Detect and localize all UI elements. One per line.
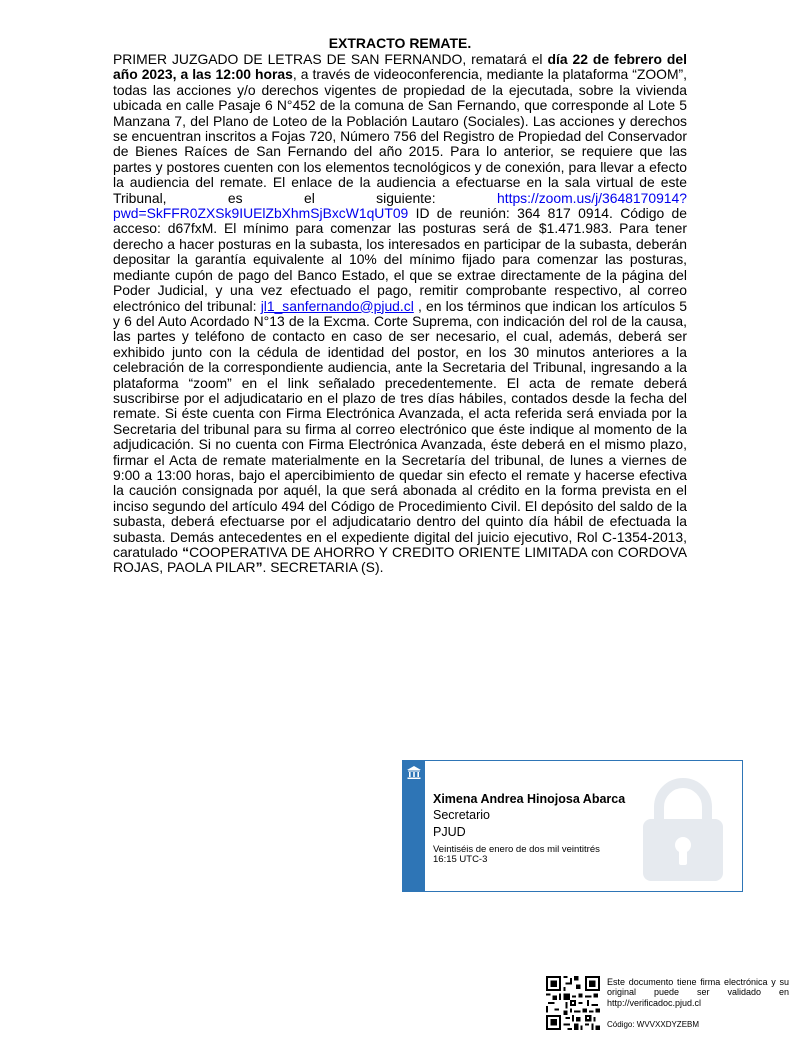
courthouse-icon — [406, 765, 422, 781]
electronic-signature-box — [402, 760, 743, 892]
auction-date: día 22 de febrero del año 2023, a las 12:00 horas — [113, 51, 687, 83]
auction-extract-body — [113, 52, 687, 576]
auction-paragraph — [113, 52, 687, 576]
signer-organization: PJUD — [433, 825, 466, 839]
document-title: EXTRACTO REMATE. — [328, 35, 472, 51]
verification-code: Código: WVVXXDYZEBM — [607, 1020, 700, 1029]
signer-role: Secretario — [433, 808, 490, 822]
zoom-link[interactable]: https://zoom.us/j/3648170914?pwd=SkFFR0ZXSk9IUElZbXhmSjBxcW1qUT09 — [113, 189, 687, 222]
case-caption: COOPERATIVA DE AHORRO Y CREDITO ORIENTE LIMITADA con CORDOVA ROJAS, PAOLA PILAR — [113, 544, 687, 576]
text-segment: , a través de videoconferencia, mediante la plataforma “ZOOM”, todas las acciones y/o derechos vigentes de propiedad de la ejecutada, sobre la vivienda ubicada en calle Pasaje 6 N°452 de la comuna de San Fernando, que corresponde al Lote 5 Manzana 7, del Plano de Loteo de la Población Lautaro (Sociales). Las acciones y derechos se encuentran inscritos a Fojas 720, Número 756 del Registro de Propiedad del Conservador de Bienes Raíces de San Fernando del año 2015. Para lo anterior, se requiere que las partes y postores cuenten con los elementos tecnológicos y de conexión, para llevar a efecto la audiencia del remate. El enlace de la audiencia a efectuarse en la sala virtual de este Tribunal, es el siguiente: — [113, 66, 688, 206]
verification-note: Este documento tiene firma electrónica y su original puede ser validado en http://verificadoc.pjud.cl — [607, 977, 789, 1008]
signature-date: Veintiséis de enero de dos mil veintitrés — [433, 844, 600, 855]
text-segment: PRIMER JUZGADO DE LETRAS DE SAN FERNANDO, rematará el — [113, 51, 548, 67]
text-segment: , en los términos que indican los artículos 5 y 6 del Auto Acordado N°13 de la Excma. Corte Suprema, con indicación del rol de la causa, las partes y teléfono de contacto en caso de ser necesario, el cual, además, deberá ser exhibido junto con la cédula de identidad del postor, en los 30 minutos anteriores a la celebración de la correspondiente audiencia, ante la Secretaria del Tribunal, ingresando a la plataforma “zoom” en el link señalado precedentemente. El acta de remate deberá suscribirse por el adjudicatario en el plazo de tres días hábiles, contados desde la fecha del remate. Si éste cuenta con Firma Electrónica Avanzada, el acta referida será enviada por la Secretaria del tribunal para su firma al correo electrónico que éste indique al momento de la adjudicación. Si no cuenta con Firma Electrónica Avanzada, éste deberá en el mismo plazo, firmar el Acta de remate materialmente en la Secretaría del tribunal, de lunes a viernes de 9:00 a 13:00 horas, bajo el apercibimiento de quedar sin efecto el remate y hacerse efectiva la caución consignada por aquél, la que será abonada al crédito en la forma prevista en el inciso segundo del artículo 494 del Código de Procedimiento Civil. El depósito del saldo de la subasta, deberá efectuarse por el adjudicatario dentro del quinto día hábil de efectuada la subasta. Demás antecedentes en el expediente digital del juicio ejecutivo, Rol C-1354-2013, caratulado — [113, 297, 687, 560]
signature-side-bar — [403, 761, 425, 891]
open-quote: “ — [182, 544, 190, 560]
qr-code — [546, 976, 600, 1030]
signature-details — [433, 791, 733, 865]
court-email-link[interactable]: jl1_sanfernando@pjud.cl — [260, 297, 414, 314]
close-quote: ” — [255, 559, 263, 576]
signature-time: 16:15 UTC-3 — [433, 854, 488, 865]
text-segment: . SECRETARIA (S). — [262, 559, 384, 576]
text-segment: ID de reunión: 364 817 0914. Código de acceso: d67fxM. El mínimo para comenzar las posturas será de $1.471.983. Para tener derecho a hacer posturas en la subasta, los interesados en participar de la subasta, deberán depositar la garantía equivalente al 10% del mínimo fijado para comenzar las posturas, mediante cupón de pago del Banco Estado, el que se extrae directamente de la página del Poder Judicial, y una vez efectuado el pago, remitir comprobante respectivo, al correo electrónico del tribunal: — [113, 205, 687, 314]
signer-name: Ximena Andrea Hinojosa Abarca — [433, 792, 626, 806]
